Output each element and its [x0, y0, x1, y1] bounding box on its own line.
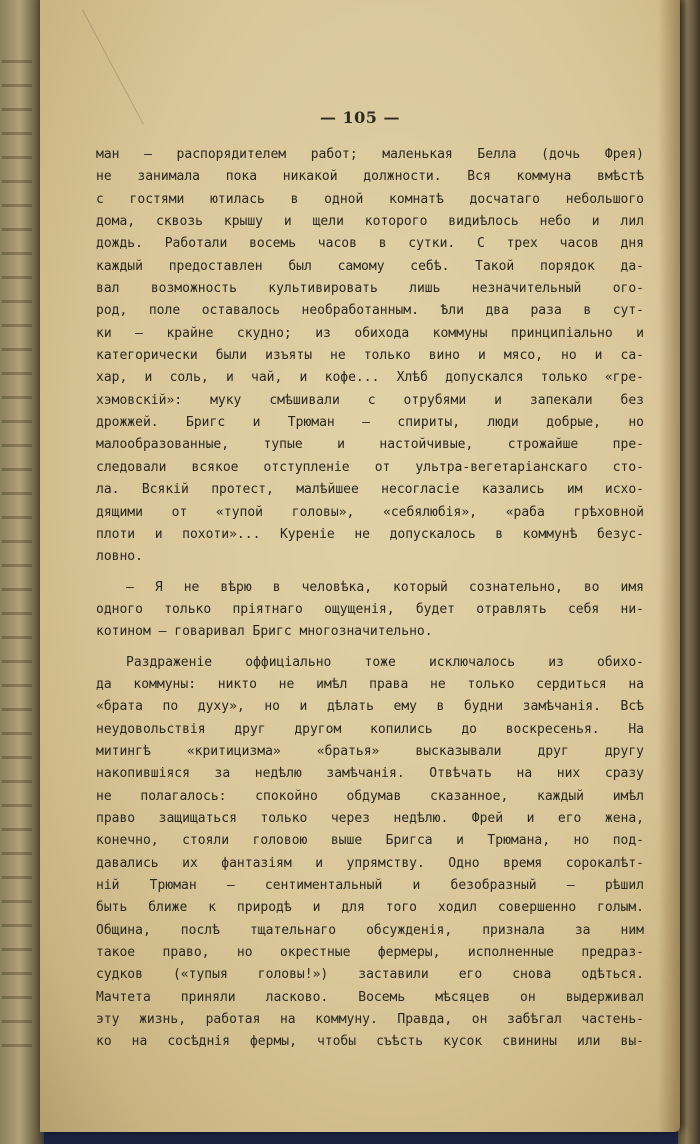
body-text: [96, 144, 644, 1054]
text-line: ки — крайне скудно; из обихода коммуны принципіально и: [96, 325, 644, 341]
text-line: эту жизнь, работая на коммуну. Правда, он забѣгал частень-: [96, 1012, 644, 1028]
adjacent-page-text-lines: [2, 60, 32, 1060]
text-line: такое право, но окрестные фермеры, исполненные предраз-: [96, 945, 644, 961]
text-line: право защищаться только через недѣлю. Фрей и его жена,: [96, 810, 644, 826]
text-line: неудовольствія друг другом копились до воскресенья. На: [96, 721, 644, 737]
text-line: ман — распорядителем работ; маленькая Белла (дочь Фрея): [96, 147, 644, 162]
adjacent-page-edge: [0, 0, 44, 1144]
text-line: не полагалось: спокойно обдумав сказанное, каждый имѣл: [96, 788, 644, 804]
text-line: ла. Всякій протест, малѣйшее несогласіе казались им исхо-: [96, 482, 644, 498]
text-line: судков («тупыя головы!») заставили его снова одѣться.: [96, 967, 644, 983]
text-line: хэмовскій»: муку смѣшивали с отрубями и запекали без: [96, 392, 644, 408]
text-line: — Я не вѣрю в человѣка, который сознательно, во имя: [126, 579, 644, 595]
text-line: котином — говаривал Бригс многозначительно.: [96, 624, 433, 640]
text-line: Мачтета приняли ласково. Восемь мѣсяцев он выдерживал: [96, 989, 644, 1005]
text-line: не занимала пока никакой должности. Вся коммуна вмѣстѣ: [96, 169, 644, 185]
text-line: быть ближе к природѣ и для того ходил совершенно голым.: [96, 900, 644, 916]
text-line: с гостями ютилась в одной комнатѣ досчатаго небольшого: [96, 191, 644, 207]
paragraph-gap: [96, 569, 644, 577]
text-line: одного только пріятнаго ощущенія, будет отравлять себя ни-: [96, 601, 644, 617]
text-line: плоти и похоти»... Куреніе не допускалось в коммунѣ безус-: [96, 526, 644, 542]
text-line: вал возможность культивировать лишь незначительный ого-: [96, 281, 644, 297]
text-line: дождь. Работали восемь часов в сутки. С трех часов дня: [96, 236, 644, 252]
text-line: каждый предоставлен был самому себѣ. Такой порядок да-: [96, 258, 644, 274]
text-line: ловно.: [96, 549, 143, 565]
text-line: дящими от «тупой головы», «себялюбія», «раба грѣховной: [96, 504, 644, 520]
text-line: да коммуны: никто не имѣл права не только сердиться на: [96, 676, 644, 692]
book-page: [40, 0, 680, 1132]
text-line: давались их фантазіям и упрямству. Одно время сорокалѣт-: [96, 855, 644, 871]
text-line: категорически были изъяты не только вино и мясо, но и са-: [96, 348, 644, 364]
page-crease: [82, 0, 215, 125]
paragraph-gap: [96, 644, 644, 652]
text-line: митингѣ «критицизма» «братья» высказывали друг другу: [96, 743, 644, 759]
text-line: ко на сосѣднія фермы, чтобы съѣсть кусок свинины или вы-: [96, 1034, 644, 1050]
text-line: Раздраженіе оффиціально тоже исключалось из обихо-: [126, 654, 644, 670]
text-line: хар, и соль, и чай, и кофе... Хлѣб допускался только «гре-: [96, 370, 644, 386]
page-shadow-edge: [658, 0, 680, 1132]
text-line: дрожжей. Бригс и Трюман — спириты, люди добрые, но: [96, 415, 644, 431]
text-line: род, поле оставалось необработанным. Ѣли два раза в сут-: [96, 303, 644, 319]
text-line: малообразованные, тупые и настойчивые, строжайше пре-: [96, 437, 644, 453]
book-page-stack: [678, 0, 700, 1144]
text-line: следовали всякое отступленіе от ультра-вегетаріанскаго сто-: [96, 459, 644, 475]
text-line: «брата по духу», но и дѣлать ему в будни замѣчанія. Всѣ: [96, 699, 644, 715]
page-number: — 105 —: [319, 108, 401, 127]
text-line: конечно, стояли головою выше Бригса и Трюмана, но под-: [96, 833, 644, 849]
text-line: накопившіяся за недѣлю замѣчанія. Отвѣчать на них сразу: [96, 766, 644, 782]
text-line: ній Трюман — сентиментальный и безобразный — рѣшил: [96, 878, 644, 893]
text-line: Община, послѣ тщательнаго обсужденія, признала за ним: [96, 922, 644, 938]
text-line: дома, сквозь крышу и щели которого видиѣлось небо и лил: [96, 214, 644, 230]
